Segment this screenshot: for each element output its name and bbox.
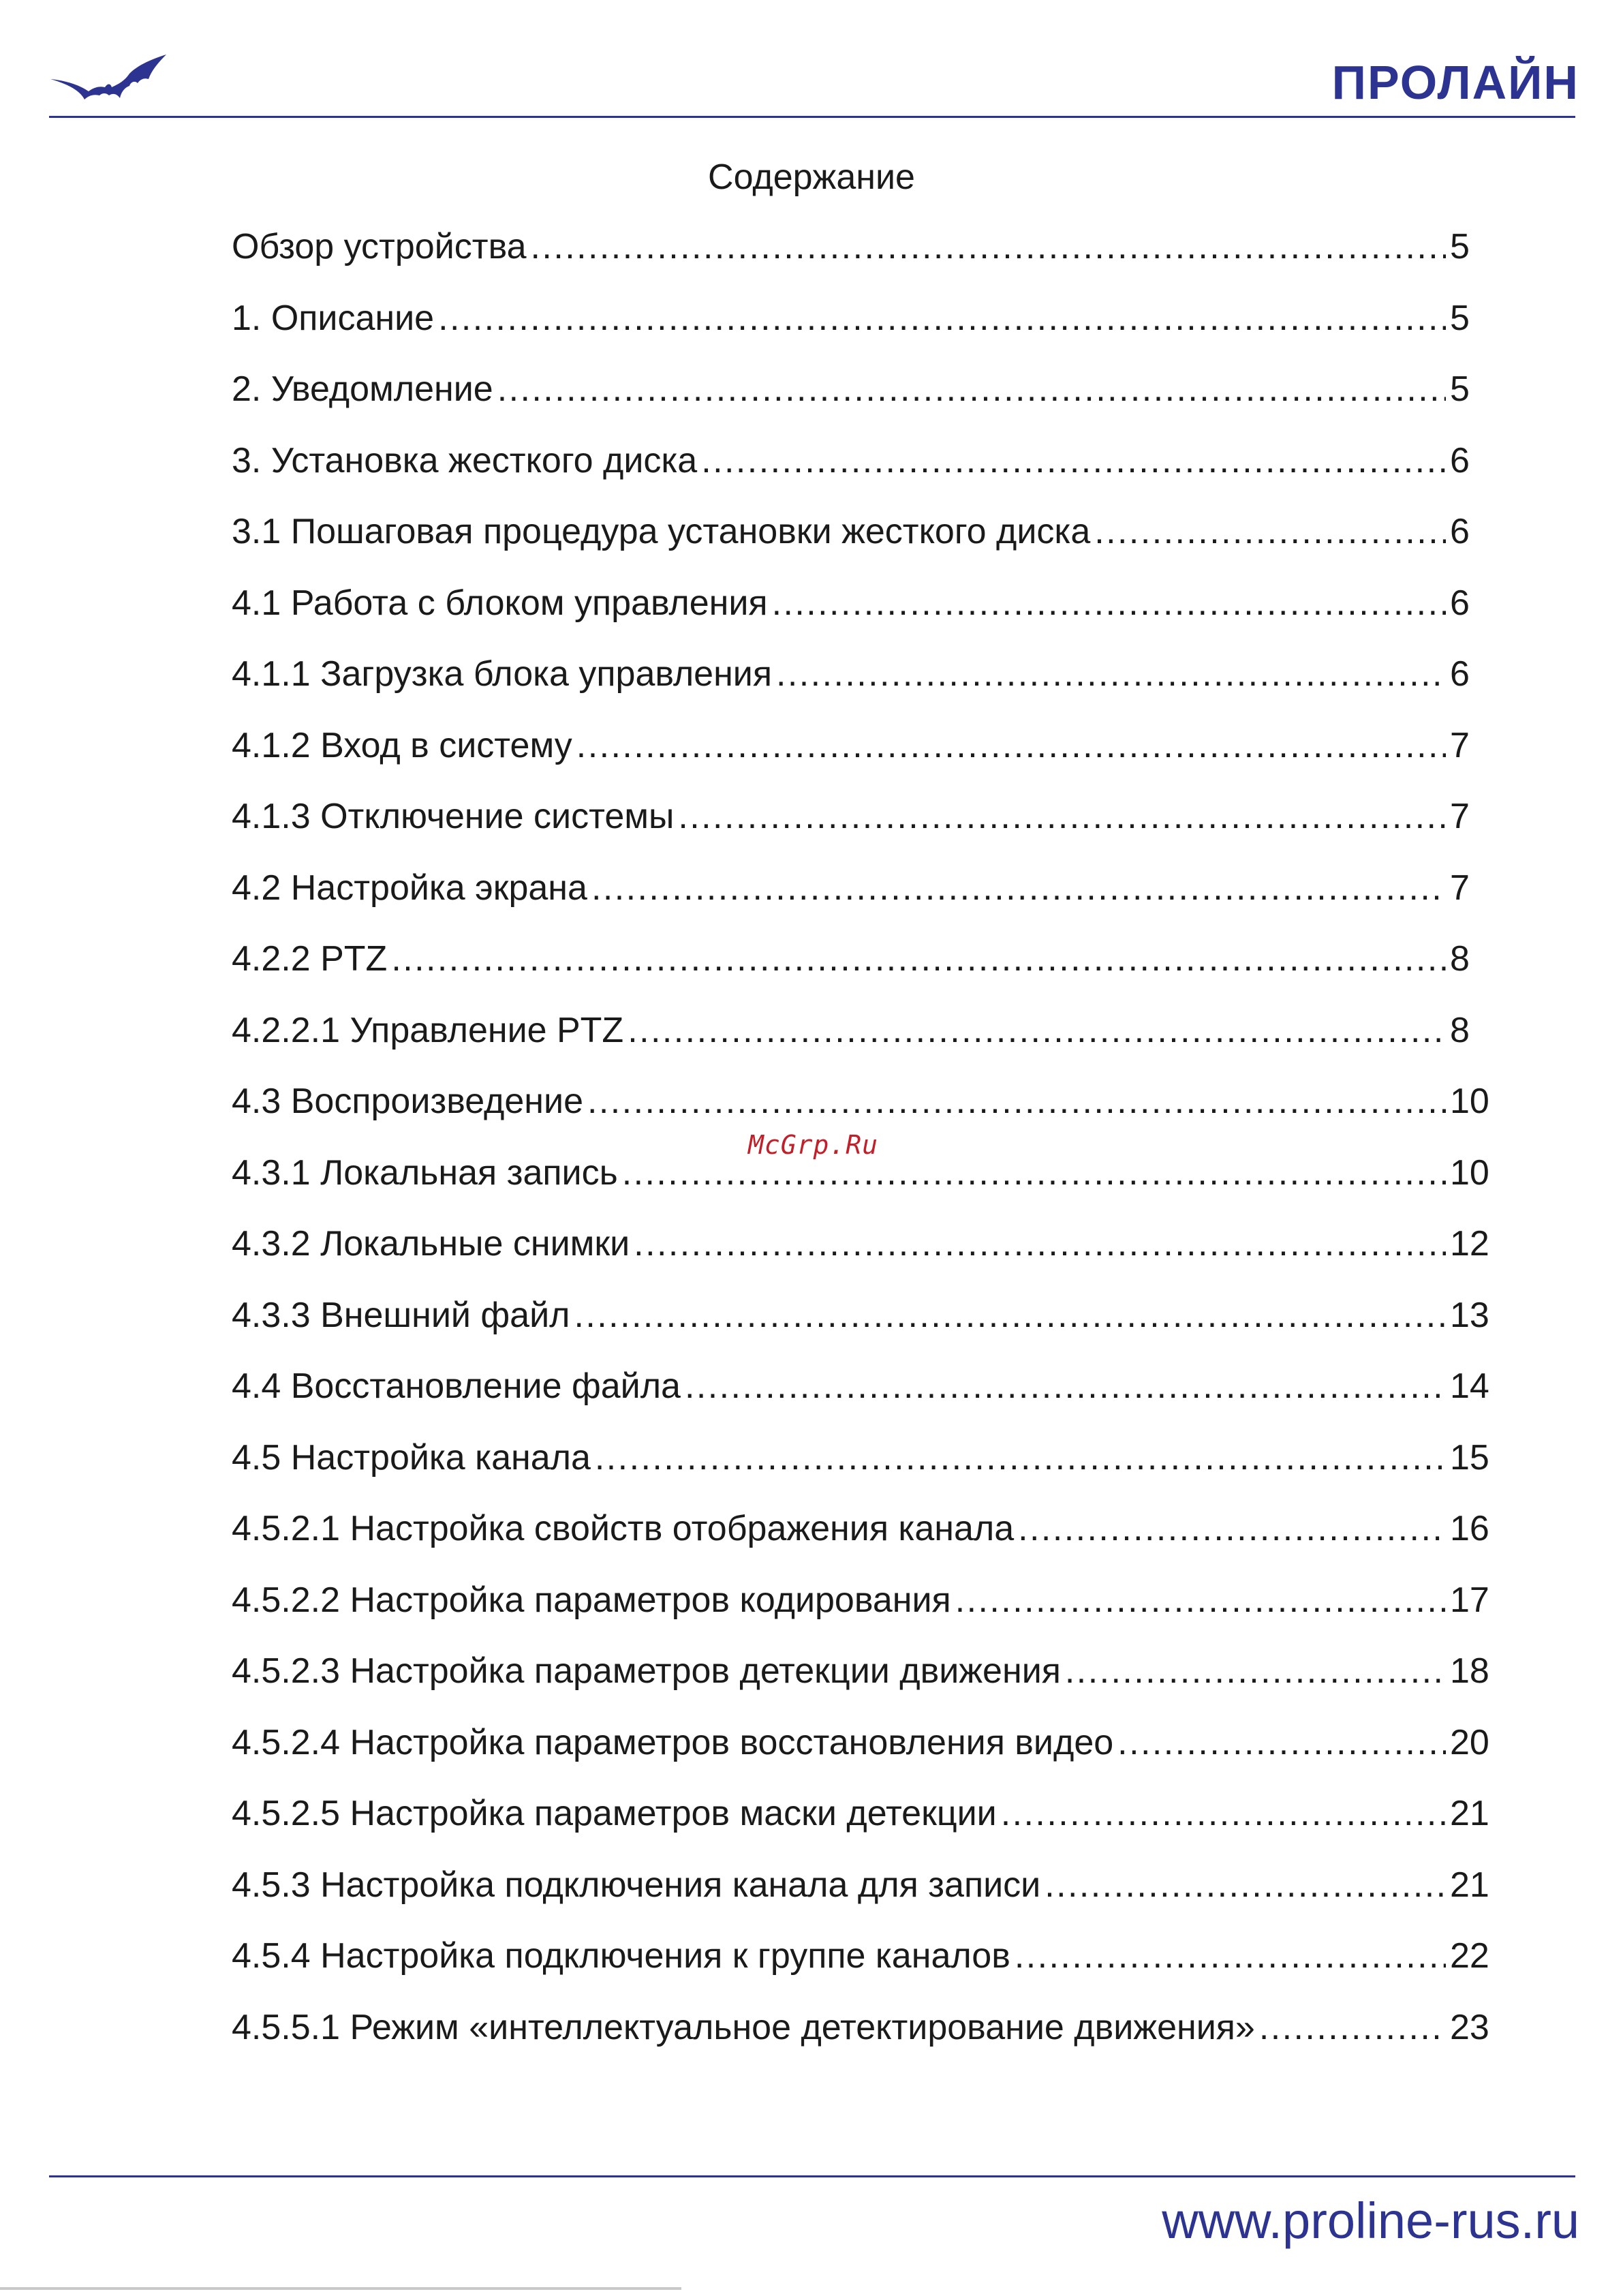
toc-entry-page: 17	[1450, 1580, 1489, 1620]
toc-entry-label: 4.3 Воспроизведение	[232, 1082, 583, 1121]
toc-entry-page: 15	[1450, 1437, 1489, 1478]
toc-dot-leader	[1015, 1934, 1446, 1978]
toc-entry-label: 4.1.2 Вход в систему	[232, 725, 572, 765]
toc-dot-leader	[701, 439, 1446, 483]
toc-entry-page: 7	[1450, 868, 1470, 908]
toc-entry-label: 2. Уведомление	[232, 369, 493, 409]
toc-entry[interactable]	[232, 795, 1499, 866]
toc-entry-page: 7	[1450, 797, 1470, 836]
toc-entry-page: 23	[1450, 2007, 1489, 2047]
toc-entry[interactable]	[232, 296, 1499, 368]
toc-entry-page: 8	[1450, 939, 1470, 979]
toc-entry-label: 4.3.2 Локальные снимки	[232, 1224, 630, 1264]
toc-entry-label: 3. Установка жесткого диска	[232, 440, 698, 480]
toc-dot-leader	[587, 1080, 1446, 1123]
toc-dot-leader	[1065, 1649, 1446, 1693]
toc-entry-label: 4.5.2.2 Настройка параметров кодирования	[232, 1580, 951, 1620]
toc-entry-page: 20	[1450, 1722, 1489, 1762]
toc-entry[interactable]	[232, 866, 1499, 938]
toc-entry-label: 4.5.5.1 Режим «интеллектуальное детектирование движения»	[232, 2007, 1255, 2047]
toc-dot-leader	[1117, 1721, 1446, 1764]
toc-entry-label: 4.5.2.5 Настройка параметров маски детекции	[232, 1794, 997, 1833]
toc-entry-label: 4.5.4 Настройка подключения к группе каналов	[232, 1936, 1010, 1976]
toc-entry[interactable]	[232, 1009, 1499, 1080]
footer-divider	[49, 2175, 1575, 2177]
toc-entry-page: 5	[1450, 227, 1470, 266]
toc-entry-label: 4.2.2.1 Управление PTZ	[232, 1010, 624, 1050]
toc-entry-label: 3.1 Пошаговая процедура установки жесткого диска	[232, 512, 1091, 551]
toc-entry-page: 16	[1450, 1509, 1489, 1548]
toc-entry-page: 6	[1450, 654, 1470, 694]
toc-dot-leader	[595, 1436, 1446, 1480]
page-header	[0, 0, 1623, 123]
toc-dot-leader	[634, 1222, 1446, 1266]
toc-dot-leader	[576, 724, 1446, 767]
header-divider	[49, 116, 1575, 118]
toc-entry-label: 4.2.2 PTZ	[232, 939, 388, 979]
toc-entry[interactable]	[232, 652, 1499, 724]
toc-entry[interactable]	[232, 937, 1499, 1009]
toc-entry-page: 21	[1450, 1865, 1489, 1905]
toc-entry[interactable]	[232, 2006, 1499, 2077]
toc-entry[interactable]	[232, 1507, 1499, 1578]
toc-entry[interactable]	[232, 1436, 1499, 1507]
toc-dot-leader	[622, 1151, 1446, 1195]
brand-name: ПРОЛАЙН	[1331, 56, 1579, 109]
toc-entry-label: 1. Описание	[232, 298, 435, 338]
toc-entry-label: 4.4 Восстановление файла	[232, 1366, 681, 1406]
toc-entry[interactable]	[232, 1934, 1499, 2006]
toc-entry[interactable]	[232, 1792, 1499, 1863]
toc-dot-leader	[1259, 2006, 1446, 2049]
toc-entry-page: 18	[1450, 1651, 1489, 1691]
toc-entry-label: 4.5.2.3 Настройка параметров детекции движения	[232, 1651, 1061, 1691]
toc-dot-leader	[1094, 510, 1446, 553]
toc-entry[interactable]	[232, 225, 1499, 296]
toc-entry[interactable]	[232, 1151, 1499, 1223]
toc-entry-page: 10	[1450, 1082, 1489, 1121]
toc-entry[interactable]	[232, 1222, 1499, 1294]
toc-entry-page: 8	[1450, 1010, 1470, 1050]
toc-entry-label: 4.5 Настройка канала	[232, 1437, 591, 1478]
toc-entry-label: 4.3.3 Внешний файл	[232, 1295, 570, 1335]
toc-entry-label: 4.1 Работа с блоком управления	[232, 583, 768, 623]
page-edge-divider	[0, 2287, 681, 2290]
toc-dot-leader	[1045, 1863, 1446, 1907]
toc-entry-label: 4.3.1 Локальная запись	[232, 1152, 618, 1193]
toc-entry-page: 7	[1450, 725, 1470, 765]
toc-dot-leader	[685, 1364, 1446, 1408]
toc-entry-label: 4.5.2.4 Настройка параметров восстановления видео	[232, 1722, 1114, 1762]
toc-entry[interactable]	[232, 510, 1499, 581]
toc-entry-page: 6	[1450, 583, 1470, 623]
toc-entry[interactable]	[232, 1294, 1499, 1365]
toc-entry[interactable]	[232, 724, 1499, 795]
toc-entry-label: Обзор устройства	[232, 227, 527, 266]
toc-entry-label: 4.1.1 Загрузка блока управления	[232, 654, 772, 694]
toc-entry-page: 14	[1450, 1366, 1489, 1406]
toc-entry-page: 5	[1450, 298, 1470, 338]
toc-entry[interactable]	[232, 1721, 1499, 1792]
toc-entry-page: 21	[1450, 1794, 1489, 1833]
toc-dot-leader	[1018, 1507, 1446, 1550]
toc-entry[interactable]	[232, 1364, 1499, 1436]
toc-entry-page: 13	[1450, 1295, 1489, 1335]
bat-icon	[49, 53, 168, 108]
toc-dot-leader	[497, 367, 1446, 411]
toc-entry[interactable]	[232, 581, 1499, 653]
toc-entry-label: 4.5.3 Настройка подключения канала для записи	[232, 1865, 1041, 1905]
toc-entry-page: 6	[1450, 440, 1470, 480]
toc-dot-leader	[574, 1294, 1447, 1337]
toc-entry-page: 22	[1450, 1936, 1489, 1976]
toc-entry-label: 4.2 Настройка экрана	[232, 868, 587, 908]
toc-dot-leader	[776, 652, 1446, 696]
toc-entry-page: 12	[1450, 1224, 1489, 1264]
toc-dot-leader	[955, 1578, 1446, 1622]
toc-dot-leader	[591, 866, 1446, 910]
footer-url[interactable]: www.proline-rus.ru	[1162, 2192, 1579, 2249]
toc-entry-page: 10	[1450, 1152, 1489, 1193]
toc-dot-leader	[391, 937, 1446, 981]
toc-entry[interactable]	[232, 1649, 1499, 1721]
toc-entry[interactable]	[232, 1863, 1499, 1935]
watermark: McGrp.Ru	[748, 1130, 879, 1160]
toc-dot-leader	[1001, 1792, 1446, 1835]
toc-dot-leader	[628, 1009, 1446, 1052]
toc-dot-leader	[438, 296, 1446, 340]
toc-dot-leader	[678, 795, 1446, 838]
toc-entry-label: 4.5.2.1 Настройка свойств отображения канала	[232, 1509, 1015, 1548]
toc-entry-page: 5	[1450, 369, 1470, 409]
toc-entry-page: 6	[1450, 512, 1470, 551]
toc-entry-label: 4.1.3 Отключение системы	[232, 797, 675, 836]
toc-entry[interactable]	[232, 439, 1499, 510]
toc-entry[interactable]	[232, 1578, 1499, 1650]
toc-entry[interactable]	[232, 367, 1499, 439]
toc-dot-leader	[772, 581, 1446, 625]
toc-title: Содержание	[708, 157, 915, 197]
toc-dot-leader	[531, 225, 1446, 269]
